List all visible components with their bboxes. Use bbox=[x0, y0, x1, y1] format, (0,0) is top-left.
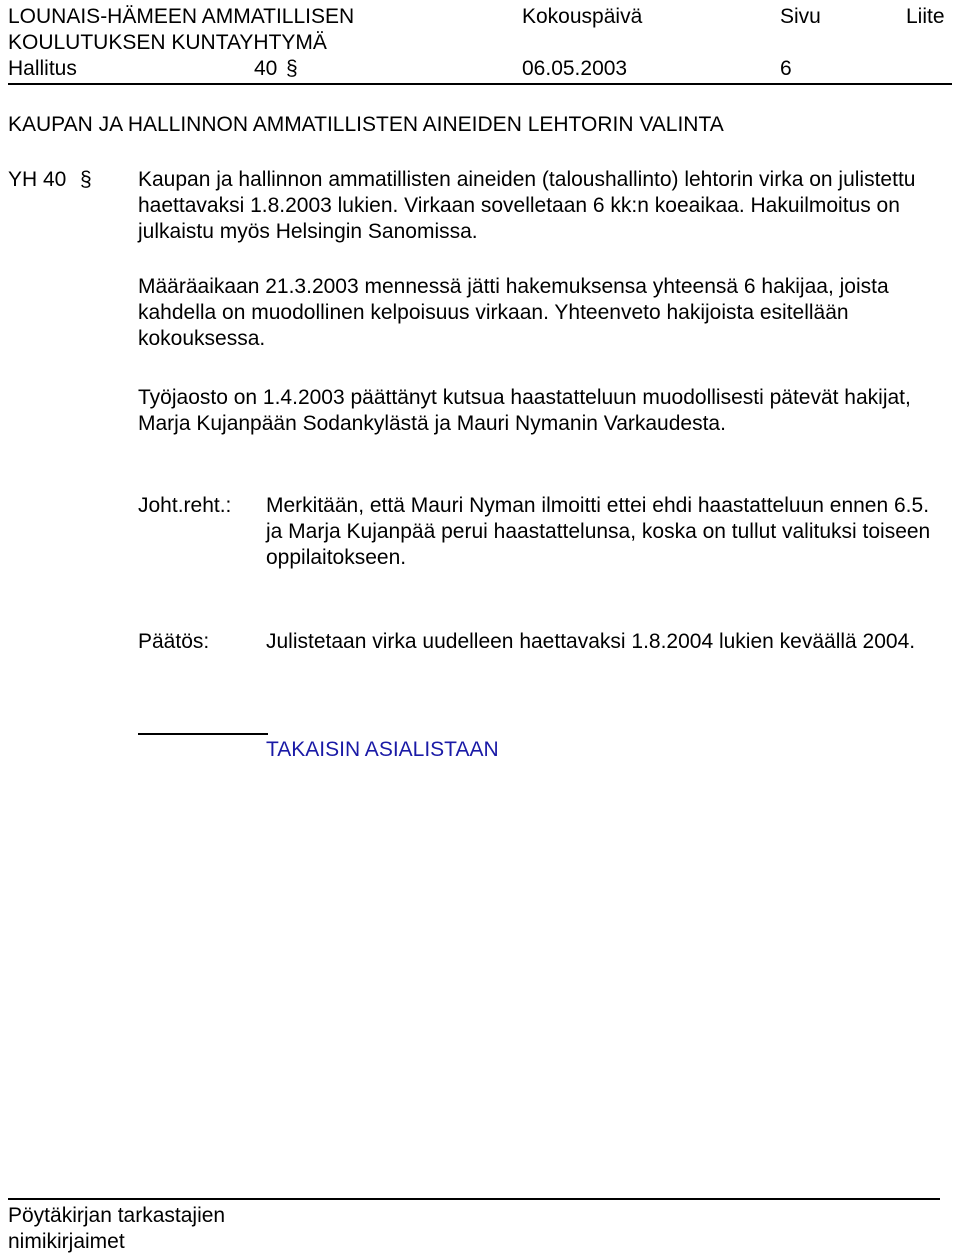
document-title: KAUPAN JA HALLINNON AMMATILLISTEN AINEIDEN LEHTORIN VALINTA bbox=[8, 113, 724, 136]
joht-text: Merkitään, että Mauri Nyman ilmoitti ettei ehdi haastatteluun ennen 6.5. ja Marja Kujanpää perui haastattelunsa, koska on tullut valituksi toiseen oppilaitokseen. bbox=[266, 494, 931, 569]
footer-line-2: nimikirjaimet bbox=[8, 1230, 125, 1253]
back-to-agenda-link[interactable]: TAKAISIN ASIALISTAAN bbox=[266, 738, 499, 761]
meeting-date: 06.05.2003 bbox=[522, 57, 628, 80]
item-section-sign-icon: § bbox=[80, 168, 92, 191]
link-separator-line bbox=[138, 733, 268, 735]
decision-text: Julistetaan virka uudelleen haettavaksi 1.8.2004 lukien keväällä 2004. bbox=[266, 630, 916, 653]
header-divider bbox=[8, 83, 952, 85]
page-number: 6 bbox=[780, 57, 792, 80]
item-label: YH 40 bbox=[8, 168, 67, 191]
joht-label: Joht.reht.: bbox=[138, 494, 232, 517]
decision-label: Päätös: bbox=[138, 630, 210, 653]
meeting-date-heading: Kokouspäivä bbox=[522, 5, 643, 28]
item-paragraph-2: Määräaikaan 21.3.2003 mennessä jätti hakemuksensa yhteensä 6 hakijaa, joista kahdella on muodollinen kelpoisuus virkaan. Yhteenveto hakijoista esitellään kokouksessa. bbox=[138, 275, 889, 350]
section-sign-icon: § bbox=[286, 57, 298, 80]
attachment-heading: Liite bbox=[906, 5, 945, 28]
org-name-line1: LOUNAIS-HÄMEEN AMMATILLISEN bbox=[8, 5, 355, 28]
signature-line bbox=[8, 1198, 940, 1200]
item-paragraph-3: Työjaosto on 1.4.2003 päättänyt kutsua haastatteluun muodollisesti pätevät hakijat, Marja Kujanpään Sodankylästä ja Mauri Nymanin Varkaudesta. bbox=[138, 386, 911, 435]
body-name: Hallitus bbox=[8, 57, 77, 80]
section-number: 40 bbox=[254, 57, 278, 80]
footer-line-1: Pöytäkirjan tarkastajien bbox=[8, 1204, 226, 1227]
item-paragraph-1: Kaupan ja hallinnon ammatillisten aineiden (taloushallinto) lehtorin virka on julistettu haettavaksi 1.8.2003 lukien. Virkaan sovelletaan 6 kk:n koeaikaa. Hakuilmoitus on julkaistu myös Helsingin Sanomissa. bbox=[138, 168, 916, 243]
page-heading: Sivu bbox=[780, 5, 821, 28]
org-name-line2: KOULUTUKSEN KUNTAYHTYMÄ bbox=[8, 31, 327, 54]
